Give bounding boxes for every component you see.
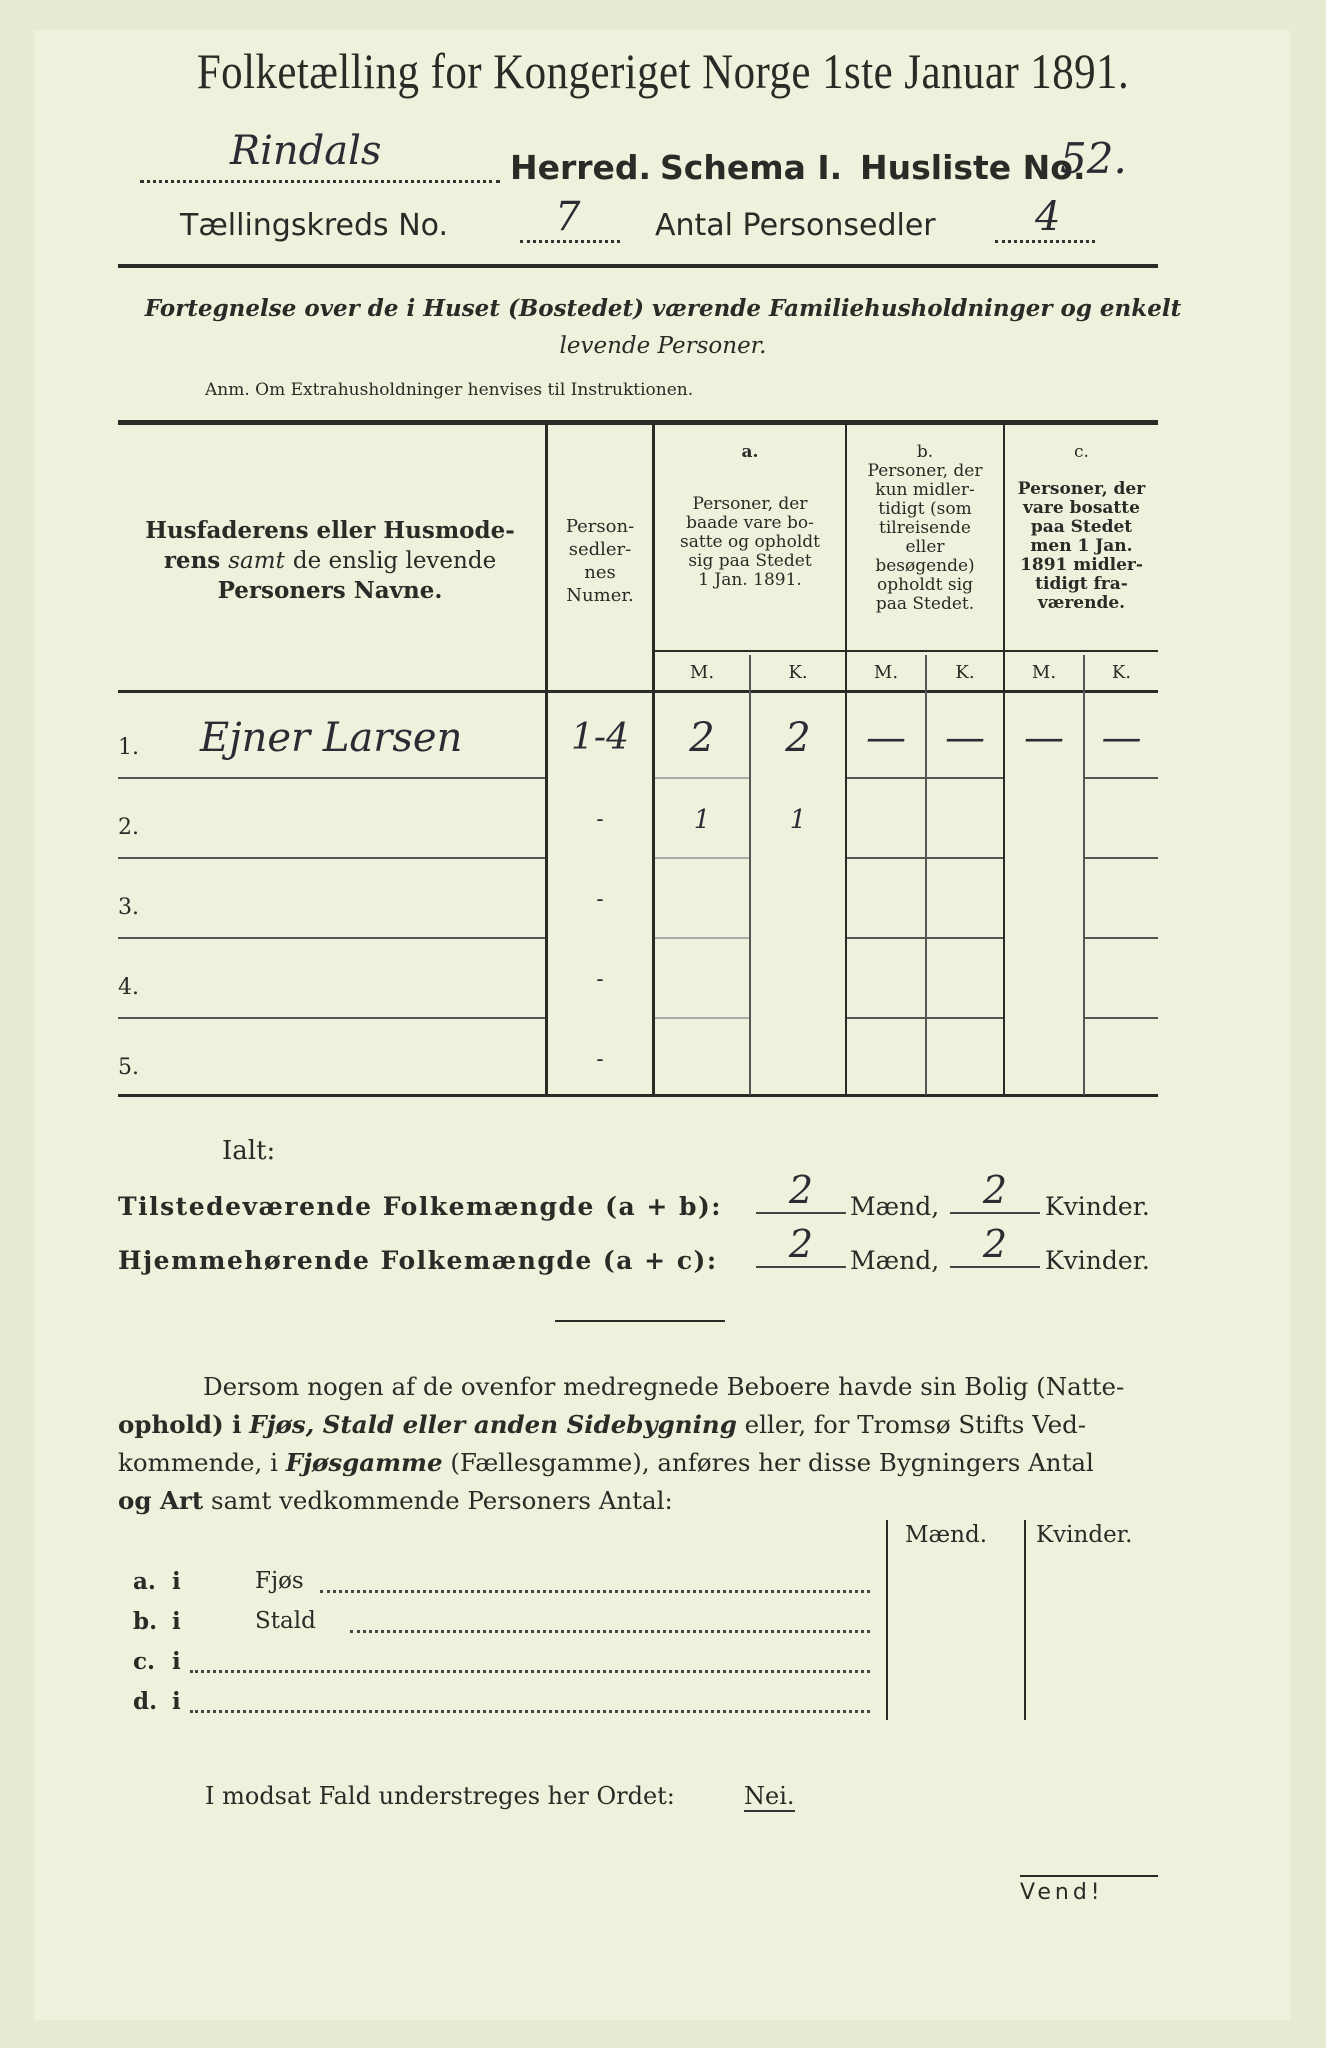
building-dotted-line <box>350 1630 870 1633</box>
row-rule <box>1085 1017 1158 1019</box>
nei-text: I modsat Fald understreges her Ordet: <box>205 1782 675 1810</box>
building-i: i <box>172 1688 181 1715</box>
c-text-line: Personer, der <box>1017 479 1146 499</box>
herred-value: Rindals <box>230 128 382 174</box>
para-l3c: (Fællesgamme), anføres her disse Bygningers Antal <box>450 1448 1094 1477</box>
building-letter: b. <box>133 1608 158 1635</box>
para-l4b: samt vedkommende Personers Antal: <box>211 1486 673 1515</box>
b-text-line: opholdt sig <box>877 575 973 595</box>
building-i: i <box>172 1608 181 1635</box>
para-l3a: kommende, i <box>118 1448 278 1477</box>
row-rule <box>118 857 545 859</box>
col-a-text <box>655 495 845 590</box>
b-text-line: kun midler- <box>875 480 975 500</box>
col-c-text <box>1005 480 1158 613</box>
row-sedler-num: - <box>596 807 604 832</box>
hjem-kvinder: Kvinder. <box>1045 1246 1150 1275</box>
kvinder-head: Kvinder. <box>1036 1522 1133 1548</box>
page-title: Folketælling for Kongeriget Norge 1ste Januar 1891. <box>196 43 1130 99</box>
row-rule <box>847 1017 1003 1019</box>
para-l2c: eller, for Tromsø Stifts Ved- <box>744 1410 1087 1439</box>
row-cm-value: — <box>1024 715 1064 761</box>
row-rule <box>118 1017 545 1019</box>
schema-label: Schema I. <box>660 148 843 187</box>
building-letter: d. <box>133 1688 158 1715</box>
para-l2b: Fjøs, Stald eller anden Sidebygning <box>249 1410 737 1439</box>
b-text-line: besøgende) <box>875 556 975 576</box>
row-number: 3. <box>118 895 139 920</box>
c-text-line: men 1 Jan. <box>1030 536 1133 556</box>
form-page <box>34 30 1290 2020</box>
table-top-rule <box>118 420 1158 425</box>
para-line2 <box>118 1406 1158 1444</box>
anm-note: Anm. Om Extrahusholdninger henvises til Instruktionen. <box>205 380 694 400</box>
row-rule <box>655 1017 749 1019</box>
kreds-label: Tællingskreds No. <box>180 208 448 243</box>
c-text-line: værende. <box>1037 593 1126 613</box>
row-bm-value: — <box>866 715 906 761</box>
vrule-names <box>545 425 548 1095</box>
building-dotted-line <box>190 1710 870 1713</box>
maend-head: Mænd. <box>905 1522 988 1548</box>
row-number: 2. <box>118 815 139 840</box>
c-text-line: tidigt fra- <box>1035 574 1128 594</box>
row-rule <box>1085 937 1158 939</box>
col-header-num <box>550 515 650 607</box>
row-number: 1. <box>118 735 139 760</box>
buildings-vrule-2 <box>1024 1520 1026 1720</box>
hjem-k: 2 <box>982 1222 1008 1266</box>
row-ak-value: 1 <box>789 805 807 835</box>
row-rule <box>655 937 749 939</box>
mk-rule <box>655 650 1158 652</box>
hjem-k-line <box>950 1266 1040 1268</box>
row-sedler-num: - <box>596 1047 604 1072</box>
buildings-paragraph <box>118 1368 1158 1520</box>
buildings-vrule-1 <box>886 1520 888 1720</box>
col-c-letter: c. <box>1074 442 1089 462</box>
table-bottom-rule <box>118 1094 1158 1097</box>
row-sedler-num: 1-4 <box>571 717 629 758</box>
row-am-value: 2 <box>689 715 715 761</box>
table-header-rule <box>118 690 1158 693</box>
hjem-maend: Mænd, <box>850 1246 940 1275</box>
tilst-k-line <box>950 1212 1040 1214</box>
row-rule <box>118 937 545 939</box>
col-names-line2 <box>125 546 535 576</box>
row-sedler-num: - <box>596 967 604 992</box>
ialt-label: Ialt: <box>222 1136 276 1166</box>
row-rule <box>118 777 545 779</box>
row-rule <box>655 777 749 779</box>
hjem-m: 2 <box>788 1222 814 1266</box>
b-text-line: tidigt (som <box>878 499 972 519</box>
col-num-l1: Person- <box>565 516 635 537</box>
row-rule <box>1085 857 1158 859</box>
tilst-label: Tilstedeværende Folkemængde (a + b): <box>118 1192 723 1221</box>
a-text-line: sig paa Stedet <box>688 551 812 571</box>
intro-line1: Fortegnelse over de i Huset (Bostedet) værende Familiehusholdninger og enkelt <box>144 295 1182 322</box>
tilst-m: 2 <box>788 1168 814 1212</box>
tilst-k: 2 <box>982 1168 1008 1212</box>
nei-word: Nei. <box>744 1782 795 1810</box>
tilst-m-line <box>756 1212 846 1214</box>
para-l3b: Fjøsgamme <box>285 1448 443 1477</box>
col-num-l4: Numer. <box>566 585 634 606</box>
para-line1: Dersom nogen af de ovenfor medregnede Beboere havde sin Bolig (Natte- <box>203 1372 1125 1401</box>
row-number: 4. <box>118 975 139 1000</box>
row-rule <box>655 857 749 859</box>
a-text-line: baade vare bo- <box>686 513 814 533</box>
building-label: Stald <box>255 1608 316 1634</box>
row-rule <box>847 777 1003 779</box>
building-i: i <box>172 1648 181 1675</box>
c-text-line: vare bosatte <box>1023 498 1140 518</box>
antal-label: Antal Personsedler <box>655 208 936 243</box>
husliste-value: 52. <box>1060 134 1127 183</box>
b-k-label: K. <box>955 662 975 683</box>
row-number: 5. <box>118 1055 139 1080</box>
col-b-letter: b. <box>916 442 934 462</box>
row-rule <box>847 937 1003 939</box>
col-names-l2a: rens <box>163 547 221 574</box>
col-names-l2b: samt <box>228 548 285 574</box>
col-a-letter: a. <box>741 442 759 462</box>
col-names-l2c: de enslig levende <box>292 548 497 574</box>
row-rule <box>1085 777 1158 779</box>
b-text-line: tilreisende <box>878 518 971 538</box>
a-text-line: satte og opholdt <box>680 532 820 552</box>
hjem-label: Hjemmehørende Folkemængde (a + c): <box>118 1246 718 1275</box>
row-rule <box>847 857 1003 859</box>
para-l2a: ophold) i <box>118 1410 242 1439</box>
building-label: Fjøs <box>255 1568 304 1594</box>
a-text-line: 1 Jan. 1891. <box>698 570 802 590</box>
row-sedler-num: - <box>596 887 604 912</box>
building-dotted-line <box>320 1590 870 1593</box>
vend-label: Vend! <box>1020 1880 1104 1905</box>
a-m-label: M. <box>689 662 715 683</box>
kreds-value: 7 <box>555 194 581 240</box>
para-line3 <box>118 1444 1158 1482</box>
b-text-line: Personer, der <box>867 461 983 481</box>
row-name: Ejner Larsen <box>200 715 463 761</box>
tilst-maend: Mænd, <box>850 1192 940 1221</box>
a-k-label: K. <box>788 662 808 683</box>
a-text-line: Personer, der <box>692 494 808 514</box>
c-k-label: K. <box>1111 662 1132 683</box>
c-text-line: 1891 midler- <box>1020 555 1143 575</box>
row-bk-value: — <box>945 715 985 761</box>
col-b-text <box>847 462 1003 614</box>
col-header-names <box>125 516 535 606</box>
col-num-l2: sedler- <box>568 539 632 560</box>
intro-line2: levende Personer. <box>559 333 767 359</box>
building-i: i <box>172 1568 181 1595</box>
c-m-label: M. <box>1031 662 1057 683</box>
row-ak-value: 2 <box>785 715 811 761</box>
header-divider <box>118 264 1158 268</box>
b-text-line: paa Stedet. <box>875 594 975 614</box>
building-letter: c. <box>133 1648 156 1675</box>
building-dotted-line <box>190 1670 870 1673</box>
building-letter: a. <box>133 1568 156 1595</box>
col-num-l3: nes <box>584 562 616 583</box>
b-m-label: M. <box>873 662 899 683</box>
para-line4 <box>118 1482 1158 1520</box>
antal-value: 4 <box>1035 194 1061 240</box>
husliste-label: Husliste No. <box>860 148 1086 187</box>
para-l4a: og Art <box>118 1486 204 1515</box>
vend-rule <box>1020 1875 1158 1877</box>
section-divider <box>555 1320 725 1322</box>
col-names-line3: Personers Navne. <box>217 577 443 604</box>
tilst-kvinder: Kvinder. <box>1045 1192 1150 1221</box>
hjem-m-line <box>756 1266 846 1268</box>
row-am-value: 1 <box>693 805 711 835</box>
c-text-line: paa Stedet <box>1030 517 1133 537</box>
b-text-line: eller <box>905 537 945 557</box>
herred-label: Herred. <box>510 148 652 187</box>
row-ck-value: — <box>1101 715 1142 761</box>
col-names-line1: Husfaderens eller Husmode- <box>145 517 515 544</box>
